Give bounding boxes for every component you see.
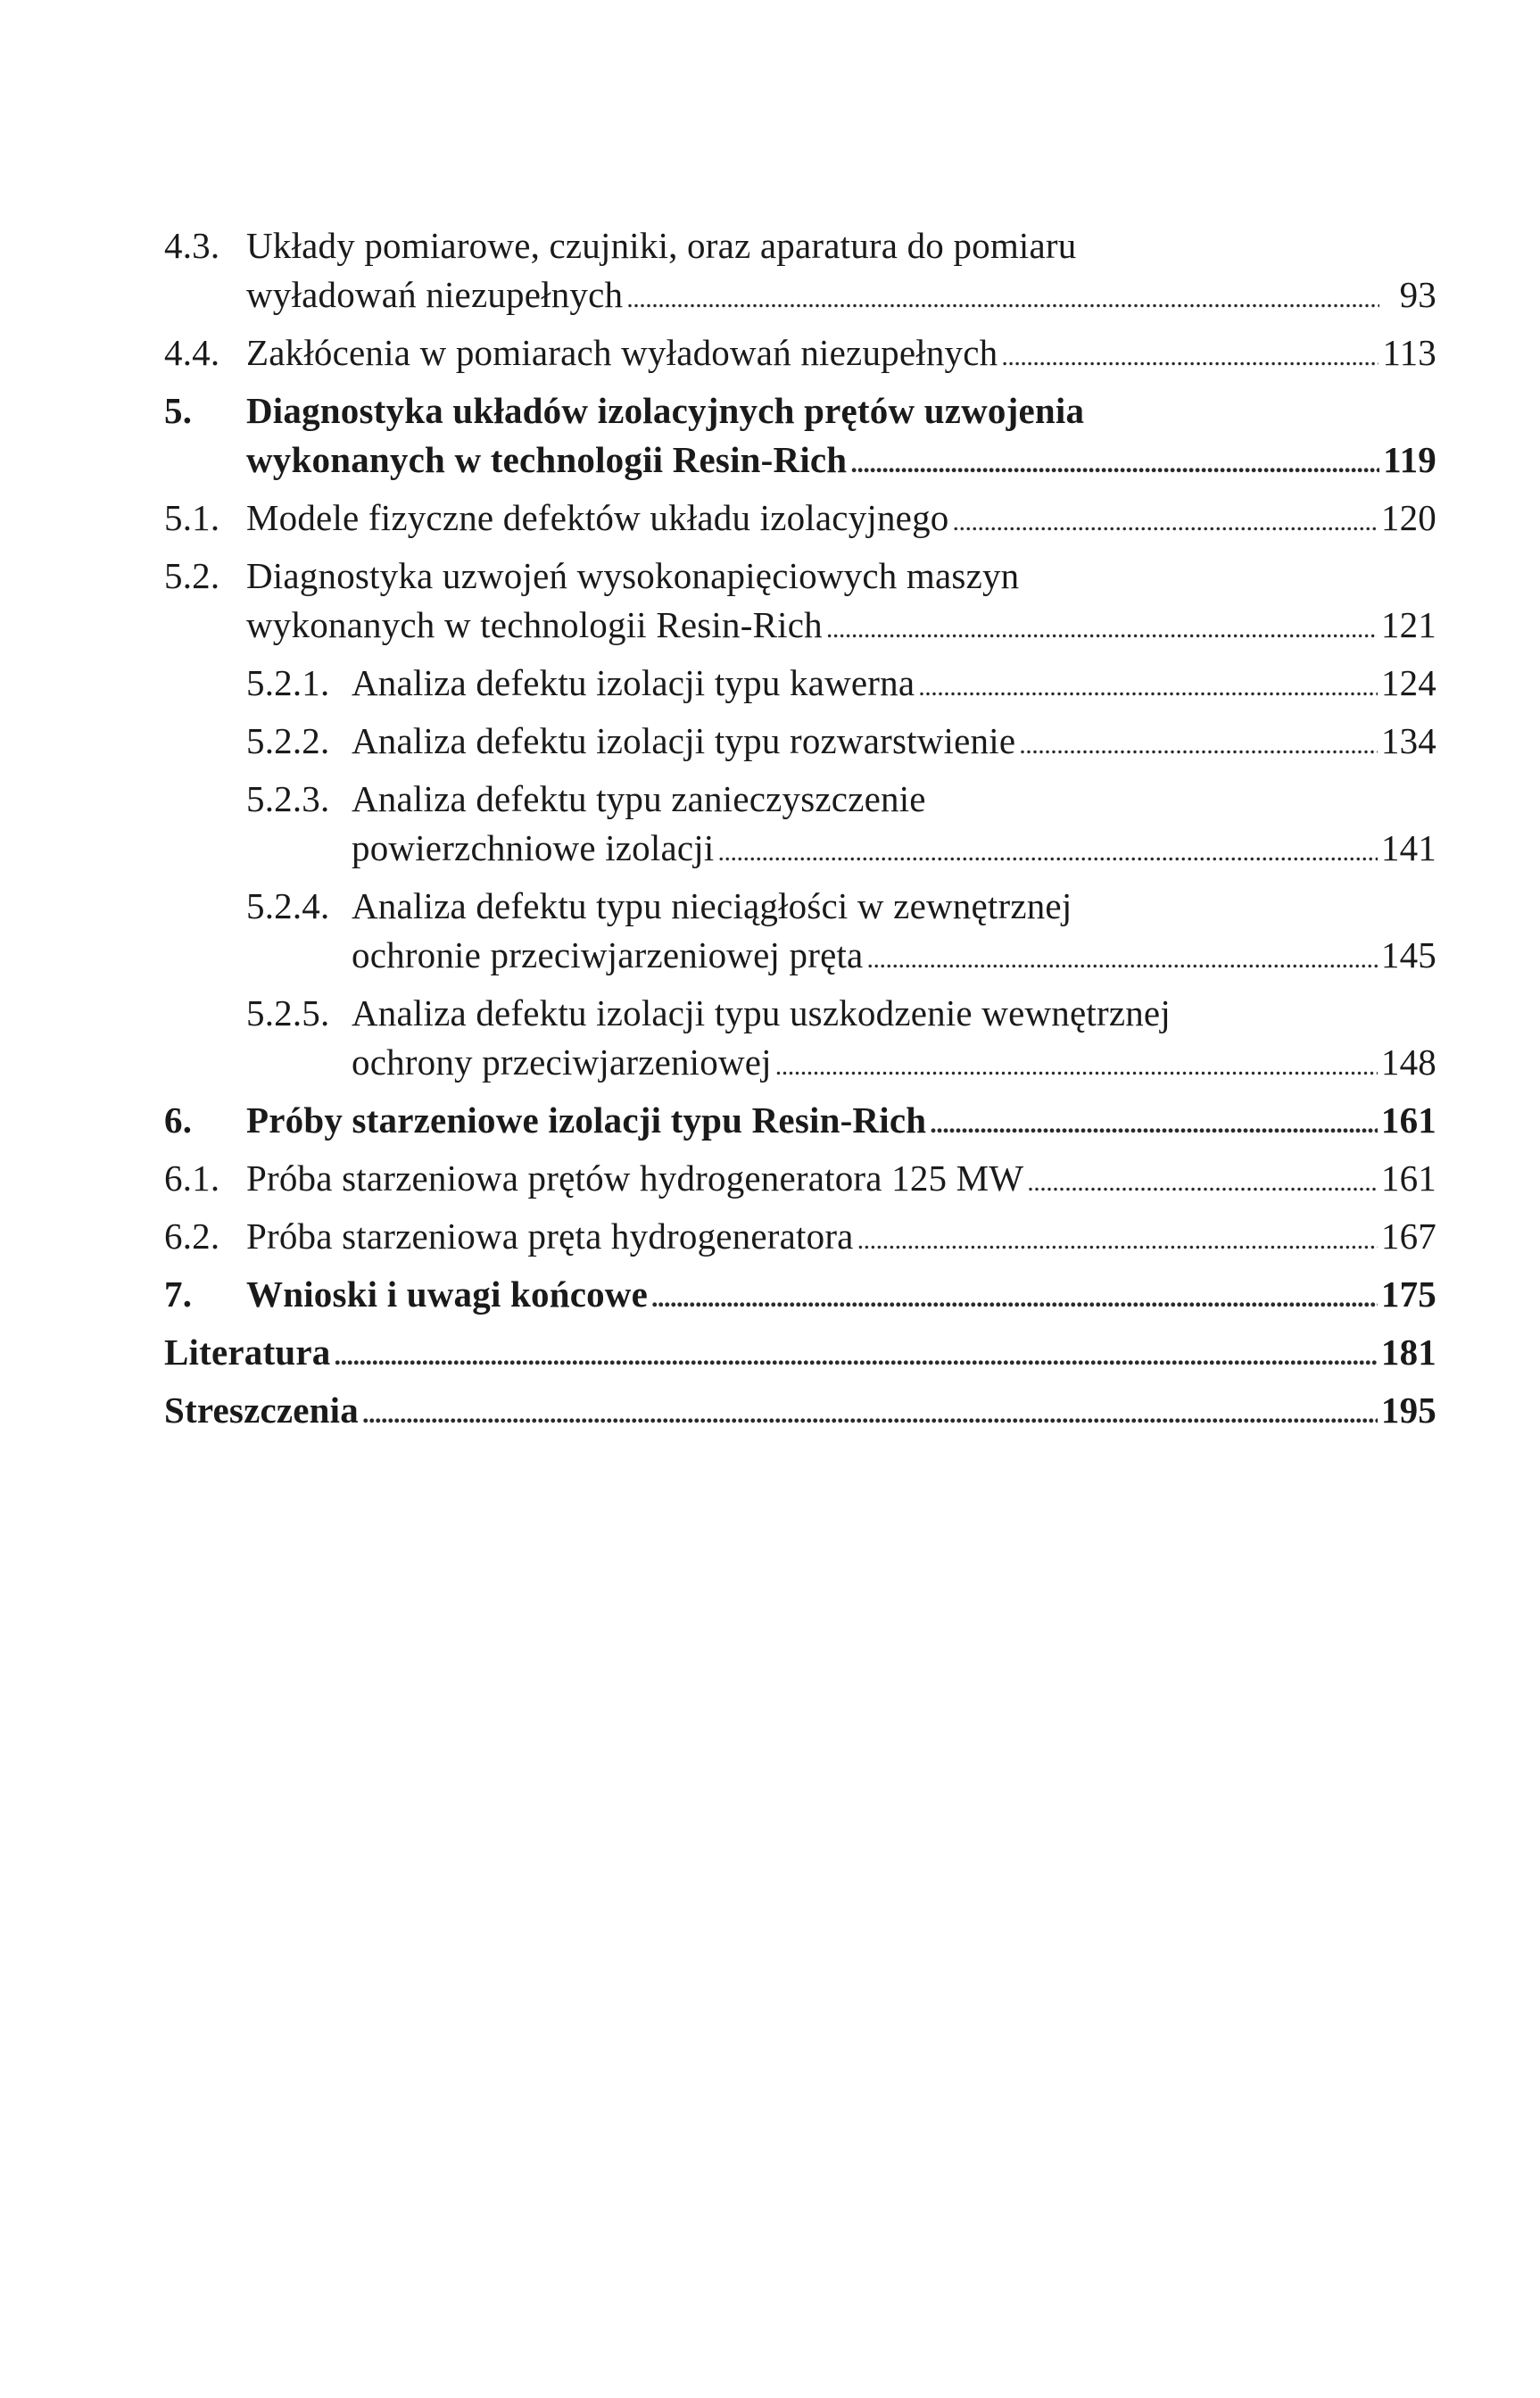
- toc-entry-page: 113: [1382, 332, 1437, 373]
- toc-entry-page: 120: [1380, 497, 1437, 538]
- toc-line: [164, 1096, 1437, 1145]
- dot-leader: [775, 1038, 1378, 1091]
- toc-line: [164, 1270, 1437, 1319]
- toc-line: [164, 386, 1437, 436]
- toc-entry-page: 145: [1380, 934, 1437, 975]
- toc-entry-number: 5.2.3.: [246, 778, 330, 819]
- dot-leader: [362, 1386, 1378, 1439]
- toc-entry-page: 195: [1380, 1390, 1437, 1431]
- toc-entry-title: Próba starzeniowa pręta hydrogeneratora: [246, 1216, 854, 1257]
- toc-entry-number: 5.2.4.: [246, 885, 330, 926]
- toc-entry-page: 181: [1380, 1332, 1437, 1373]
- toc-entry-number: 5.2.: [164, 555, 220, 596]
- dot-leader: [1027, 1154, 1378, 1207]
- toc-entry-title: wyładowań niezupełnych: [246, 274, 624, 315]
- toc-line: [164, 494, 1437, 543]
- toc-entry: [164, 386, 1437, 485]
- toc-line: [164, 328, 1437, 378]
- toc-entry: [246, 717, 1437, 766]
- toc-entry: [164, 494, 1437, 543]
- toc-line: [246, 717, 1437, 766]
- toc-entry-number: 4.3.: [164, 225, 220, 266]
- toc-entry: [164, 552, 1437, 650]
- toc-line: [246, 824, 1437, 873]
- toc-entry-number: 5.2.2.: [246, 720, 330, 761]
- toc-entry-page: 121: [1380, 604, 1437, 645]
- toc-entry-title: Układy pomiarowe, czujniki, oraz aparatura do pomiaru: [246, 225, 1077, 266]
- toc-line: [164, 1328, 1437, 1377]
- toc-entry-page: 93: [1399, 274, 1437, 315]
- toc-entry-number: 5.: [164, 390, 193, 431]
- toc-entry-title: Analiza defektu izolacji typu kawerna: [352, 662, 915, 703]
- dot-leader: [1001, 328, 1379, 381]
- toc-entry: [164, 1270, 1437, 1319]
- toc-entry: [164, 1096, 1437, 1145]
- toc-line: [164, 552, 1437, 601]
- dot-leader: [717, 824, 1377, 876]
- toc-entry-number: 6.2.: [164, 1216, 220, 1257]
- toc-entry: [246, 989, 1437, 1087]
- toc-entry-page: 119: [1383, 439, 1437, 480]
- toc-line: [164, 270, 1437, 319]
- toc-entry-title: Analiza defektu izolacji typu uszkodzenie wewnętrznej: [352, 992, 1171, 1033]
- toc-entry: [164, 221, 1437, 319]
- toc-line: [164, 221, 1437, 270]
- toc-line: [246, 882, 1437, 931]
- toc-line: [164, 1386, 1437, 1435]
- toc-line: [246, 1038, 1437, 1087]
- toc-entry: [164, 328, 1437, 378]
- toc-entry-title: Streszczenia: [164, 1390, 359, 1431]
- dot-leader: [857, 1212, 1378, 1265]
- dot-leader: [626, 270, 1379, 323]
- toc-entry-number: 5.1.: [164, 497, 220, 538]
- toc-entry-title: powierzchniowe izolacji: [352, 827, 715, 868]
- dot-leader: [952, 494, 1377, 546]
- toc-entry-page: 141: [1380, 827, 1437, 868]
- toc-entry-title: wykonanych w technologii Resin-Rich: [246, 604, 823, 645]
- toc-entry: [164, 1154, 1437, 1203]
- table-of-contents: [164, 221, 1437, 1435]
- toc-entry-title: wykonanych w technologii Resin-Rich: [246, 439, 848, 480]
- toc-entry-number: 6.1.: [164, 1158, 220, 1199]
- dot-leader: [918, 659, 1378, 711]
- toc-entry-page: 167: [1380, 1216, 1437, 1257]
- toc-line: [164, 1154, 1437, 1203]
- toc-entry-title: Modele fizyczne defektów układu izolacyjnego: [246, 497, 949, 538]
- toc-entry-number: 5.2.5.: [246, 992, 330, 1033]
- toc-line: [164, 436, 1437, 485]
- toc-entry-title: Analiza defektu izolacji typu rozwarstwienie: [352, 720, 1016, 761]
- toc-entry-page: 161: [1380, 1099, 1437, 1141]
- toc-entry: [246, 659, 1437, 708]
- toc-entry-title: Zakłócenia w pomiarach wyładowań niezupełnych: [246, 332, 998, 373]
- dot-leader: [930, 1096, 1378, 1149]
- toc-line: [246, 931, 1437, 980]
- toc-entry-page: 175: [1380, 1274, 1437, 1315]
- toc-entry-number: 4.4.: [164, 332, 220, 373]
- toc-entry-title: Analiza defektu typu zanieczyszczenie: [352, 778, 926, 819]
- dot-leader: [866, 931, 1377, 983]
- dot-leader: [1019, 717, 1378, 769]
- toc-entry-title: Literatura: [164, 1332, 331, 1373]
- dot-leader: [334, 1328, 1377, 1381]
- toc-line: [246, 659, 1437, 708]
- toc-entry-number: 6.: [164, 1099, 193, 1141]
- toc-line: [164, 601, 1437, 650]
- toc-line: [246, 775, 1437, 824]
- toc-entry: [164, 1328, 1437, 1377]
- toc-entry-title: Próba starzeniowa prętów hydrogeneratora 125 MW: [246, 1158, 1024, 1199]
- toc-entry-title: ochrony przeciwjarzeniowej: [352, 1041, 772, 1083]
- toc-entry-title: Próby starzeniowe izolacji typu Resin-Rich: [246, 1099, 927, 1141]
- toc-line: [164, 1212, 1437, 1261]
- toc-entry-title: Analiza defektu typu nieciągłości w zewnętrznej: [352, 885, 1072, 926]
- toc-entry-number: 7.: [164, 1274, 193, 1315]
- dot-leader: [651, 1270, 1378, 1323]
- toc-entry-title: Diagnostyka układów izolacyjnych prętów uzwojenia: [246, 390, 1085, 431]
- dot-leader: [850, 436, 1379, 488]
- toc-entry-page: 161: [1380, 1158, 1437, 1199]
- toc-entry: [164, 1212, 1437, 1261]
- toc-entry: [246, 882, 1437, 980]
- toc-line: [246, 989, 1437, 1038]
- toc-entry: [164, 1386, 1437, 1435]
- toc-entry-page: 124: [1380, 662, 1437, 703]
- toc-entry-title: ochronie przeciwjarzeniowej pręta: [352, 934, 864, 975]
- toc-entry-title: Wnioski i uwagi końcowe: [246, 1274, 648, 1315]
- toc-entry-page: 134: [1380, 720, 1437, 761]
- toc-entry: [246, 775, 1437, 873]
- toc-entry-page: 148: [1380, 1041, 1437, 1083]
- toc-entry-number: 5.2.1.: [246, 662, 330, 703]
- toc-entry-title: Diagnostyka uzwojeń wysokonapięciowych maszyn: [246, 555, 1020, 596]
- dot-leader: [826, 601, 1378, 653]
